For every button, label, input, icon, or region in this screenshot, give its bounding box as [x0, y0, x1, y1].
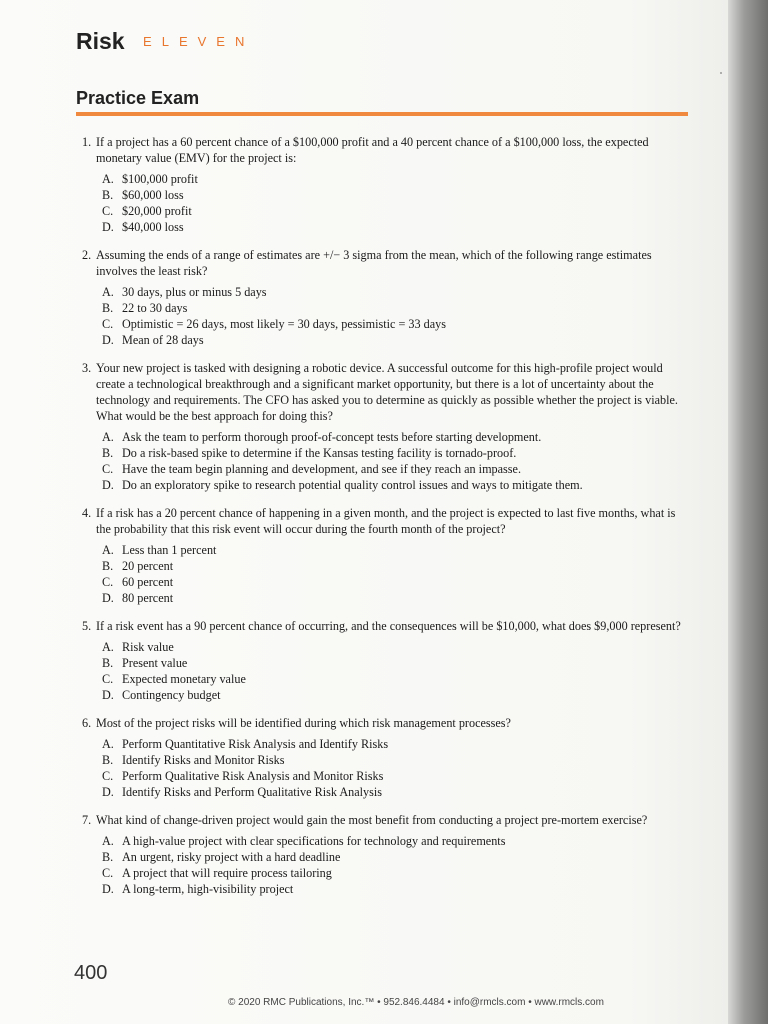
option-text: $100,000 profit: [122, 172, 198, 186]
option-letter: A.: [102, 285, 114, 299]
option-text: Perform Quantitative Risk Analysis and Identify Risks: [122, 737, 389, 751]
question-list: [82, 134, 690, 909]
option-letter: D.: [102, 882, 114, 896]
section-title: Practice Exam: [76, 88, 200, 108]
scan-speck: [720, 72, 722, 74]
option-text: A long-term, high-visibility project: [122, 882, 294, 896]
question-number: 3.: [82, 361, 92, 375]
question-text: If a project has a 60 percent chance of a $100,000 profit and a 40 percent chance of a $100,000 loss, the expected monetary value (EMV) for the project is:: [96, 135, 649, 165]
answer-option: [102, 316, 690, 332]
answer-option: [102, 477, 690, 493]
question: [82, 618, 690, 703]
option-text: Contingency budget: [122, 688, 221, 702]
question-stem: [82, 247, 690, 279]
question: [82, 247, 690, 348]
answer-options: [102, 639, 690, 703]
answer-option: [102, 429, 690, 445]
answer-option: [102, 300, 690, 316]
answer-option: [102, 542, 690, 558]
question-number: 5.: [82, 619, 92, 633]
answer-option: [102, 639, 690, 655]
question-number: 4.: [82, 506, 92, 520]
option-text: 60 percent: [122, 575, 174, 589]
option-text: $20,000 profit: [122, 204, 192, 218]
question-number: 7.: [82, 813, 92, 827]
option-text: 20 percent: [122, 559, 174, 573]
option-text: Do an exploratory spike to research potential quality control issues and ways to mitigate them.: [122, 478, 583, 492]
option-letter: C.: [102, 769, 114, 783]
option-text: A high-value project with clear specifications for technology and requirements: [122, 834, 506, 848]
question-stem: [82, 505, 690, 537]
answer-option: [102, 171, 690, 187]
option-letter: B.: [102, 188, 114, 202]
answer-options: [102, 171, 690, 235]
option-text: Mean of 28 days: [122, 333, 204, 347]
answer-option: [102, 671, 690, 687]
question: [82, 505, 690, 606]
option-text: Expected monetary value: [122, 672, 246, 686]
answer-option: [102, 784, 690, 800]
option-letter: B.: [102, 850, 114, 864]
option-text: Do a risk-based spike to determine if the Kansas testing facility is tornado-proof.: [122, 446, 517, 460]
option-text: Identify Risks and Perform Qualitative Risk Analysis: [122, 785, 382, 799]
scan-shadow-edge: [728, 0, 768, 1024]
section-divider: [76, 112, 688, 116]
option-letter: D.: [102, 591, 114, 605]
option-letter: D.: [102, 688, 114, 702]
option-text: Optimistic = 26 days, most likely = 30 days, pessimistic = 33 days: [122, 317, 446, 331]
answer-options: [102, 736, 690, 800]
question-number: 2.: [82, 248, 92, 262]
question-text: If a risk event has a 90 percent chance of occurring, and the consequences will be $10,000, what does $9,000 represent?: [96, 619, 681, 633]
answer-option: [102, 558, 690, 574]
option-letter: C.: [102, 462, 114, 476]
question: [82, 812, 690, 897]
option-letter: C.: [102, 866, 114, 880]
question-stem: [82, 715, 690, 731]
chapter-number: ELEVEN: [143, 34, 255, 49]
answer-option: [102, 445, 690, 461]
answer-option: [102, 574, 690, 590]
answer-option: [102, 219, 690, 235]
option-letter: D.: [102, 220, 114, 234]
chapter-header: [76, 28, 254, 55]
option-letter: D.: [102, 478, 114, 492]
question-text: Most of the project risks will be identified during which risk management processes?: [96, 716, 511, 730]
question: [82, 715, 690, 800]
page-number: 400: [74, 962, 108, 984]
option-letter: A.: [102, 172, 114, 186]
question-stem: [82, 618, 690, 634]
option-letter: D.: [102, 333, 114, 347]
option-text: Have the team begin planning and development, and see if they reach an impasse.: [122, 462, 521, 476]
answer-option: [102, 687, 690, 703]
answer-option: [102, 752, 690, 768]
question-text: What kind of change-driven project would gain the most benefit from conducting a project pre-mortem exercise?: [96, 813, 648, 827]
option-letter: C.: [102, 317, 114, 331]
option-letter: C.: [102, 204, 114, 218]
answer-options: [102, 284, 690, 348]
answer-option: [102, 736, 690, 752]
question-stem: [82, 134, 690, 166]
option-text: Identify Risks and Monitor Risks: [122, 753, 285, 767]
answer-option: [102, 768, 690, 784]
answer-option: [102, 461, 690, 477]
option-letter: B.: [102, 656, 114, 670]
question-text: If a risk has a 20 percent chance of happening in a given month, and the project is expected to last five months, what is the probability that this risk event will occur during the fourth month of the project?: [96, 506, 676, 536]
option-letter: B.: [102, 301, 114, 315]
answer-option: [102, 655, 690, 671]
option-letter: A.: [102, 640, 114, 654]
answer-option: [102, 865, 690, 881]
answer-option: [102, 881, 690, 897]
question: [82, 134, 690, 235]
option-text: 80 percent: [122, 591, 174, 605]
question-stem: [82, 812, 690, 828]
answer-option: [102, 203, 690, 219]
answer-option: [102, 332, 690, 348]
option-letter: B.: [102, 753, 114, 767]
question-text: Your new project is tasked with designing a robotic device. A successful outcome for this high-profile project would create a technological breakthrough and a significant market opportunity, but there is a lot of uncertainty about the technology and requirements. The CFO has asked you to determine as quickly as possible whether the project is viable. What would be the best approach for doing this?: [96, 361, 678, 423]
answer-option: [102, 187, 690, 203]
answer-options: [102, 833, 690, 897]
option-text: An urgent, risky project with a hard deadline: [122, 850, 341, 864]
chapter-title: Risk: [76, 28, 125, 54]
option-text: Perform Qualitative Risk Analysis and Monitor Risks: [122, 769, 384, 783]
question-stem: [82, 360, 690, 424]
option-text: A project that will require process tailoring: [122, 866, 332, 880]
option-text: Present value: [122, 656, 188, 670]
answer-options: [102, 542, 690, 606]
option-text: Less than 1 percent: [122, 543, 217, 557]
option-letter: A.: [102, 543, 114, 557]
option-text: $60,000 loss: [122, 188, 184, 202]
answer-option: [102, 833, 690, 849]
option-letter: D.: [102, 785, 114, 799]
option-text: $40,000 loss: [122, 220, 184, 234]
answer-option: [102, 284, 690, 300]
option-letter: A.: [102, 737, 114, 751]
question: [82, 360, 690, 493]
question-text: Assuming the ends of a range of estimates are +/− 3 sigma from the mean, which of the following range estimates involves the least risk?: [96, 248, 652, 278]
option-letter: B.: [102, 559, 114, 573]
answer-option: [102, 590, 690, 606]
option-text: 30 days, plus or minus 5 days: [122, 285, 267, 299]
option-letter: A.: [102, 834, 114, 848]
option-letter: A.: [102, 430, 114, 444]
option-text: Ask the team to perform thorough proof-of-concept tests before starting development.: [122, 430, 542, 444]
option-letter: C.: [102, 575, 114, 589]
answer-options: [102, 429, 690, 493]
option-text: 22 to 30 days: [122, 301, 188, 315]
question-number: 1.: [82, 135, 92, 149]
answer-option: [102, 849, 690, 865]
option-text: Risk value: [122, 640, 174, 654]
option-letter: C.: [102, 672, 114, 686]
question-number: 6.: [82, 716, 92, 730]
option-letter: B.: [102, 446, 114, 460]
copyright-footer: © 2020 RMC Publications, Inc.™ • 952.846.4484 • info@rmcls.com • www.rmcls.com: [228, 997, 604, 1008]
